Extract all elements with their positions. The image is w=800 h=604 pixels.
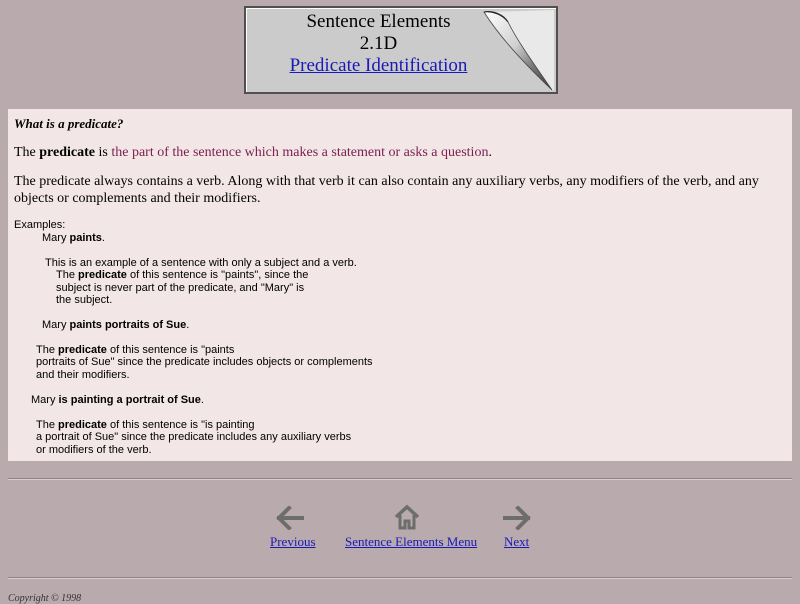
example-1-sentence xyxy=(42,232,105,245)
example-2-sentence xyxy=(42,319,189,332)
example-1-explanation-line: the subject. xyxy=(56,294,113,306)
example-3-sentence xyxy=(31,394,204,407)
example-3-subject: Mary xyxy=(31,394,59,406)
example-1-explanation-line xyxy=(56,269,308,282)
example-2-line1: of this sentence is "paints xyxy=(106,344,235,356)
example-2-explanation-line: and their modifiers. xyxy=(36,369,130,381)
page-curl-icon xyxy=(478,8,556,92)
title-box xyxy=(244,6,558,94)
example-1-the: The xyxy=(56,269,79,281)
page-title: Sentence Elements xyxy=(306,11,451,32)
example-2-the: The xyxy=(36,344,59,356)
example-3-the: The xyxy=(36,419,59,431)
example-2-end: . xyxy=(186,319,190,331)
divider-top xyxy=(8,478,792,480)
right-arrow-icon[interactable] xyxy=(503,506,531,530)
left-arrow-icon[interactable] xyxy=(276,506,304,530)
examples-label: Examples: xyxy=(14,219,66,231)
example-1-end: . xyxy=(101,232,105,244)
example-2-explanation-line: portraits of Sue" since the predicate includes objects or complements xyxy=(36,356,373,368)
example-3-explanation-line: or modifiers of the verb. xyxy=(36,444,152,456)
section-number: 2.1D xyxy=(359,33,398,54)
previous-link[interactable]: Previous xyxy=(270,534,316,549)
definition-is: is xyxy=(95,145,112,160)
definition-end: . xyxy=(488,145,492,160)
example-2-explanation-line xyxy=(36,344,234,357)
definition-the: The xyxy=(14,145,40,160)
divider-bottom xyxy=(8,577,792,579)
example-2-predicate: paints portraits of Sue xyxy=(69,319,187,331)
example-3-explanation-line: a portrait of Sue" since the predicate includes any auxiliary verbs xyxy=(36,431,352,443)
copyright-text: Copyright © 1998 xyxy=(8,593,82,604)
predicate-explanation-paragraph: The predicate always contains a verb. Along with that verb it can also contain any auxiliary verbs, any modifiers of the verb, and any objects or complements and their modifiers. xyxy=(14,174,759,206)
sentence-elements-menu-link[interactable]: Sentence Elements Menu xyxy=(345,534,478,549)
example-1-term: predicate xyxy=(78,269,127,281)
example-1-subject: Mary xyxy=(42,232,70,244)
definition-text: the part of the sentence which makes a statement or asks a question xyxy=(111,145,489,160)
definition-paragraph xyxy=(14,145,492,161)
example-1-predicate: paints xyxy=(69,232,102,244)
example-3-explanation-line xyxy=(36,419,255,432)
example-1-line1: of this sentence is "paints", since the xyxy=(126,269,309,281)
example-3-predicate: is painting a portrait of Sue xyxy=(58,394,201,406)
example-2-term: predicate xyxy=(58,344,107,356)
next-link[interactable]: Next xyxy=(504,534,530,549)
example-1-explanation-line: This is an example of a sentence with only a subject and a verb. xyxy=(45,257,357,269)
question-heading: What is a predicate? xyxy=(14,116,124,131)
example-3-term: predicate xyxy=(58,419,107,431)
example-3-end: . xyxy=(200,394,204,406)
definition-term: predicate xyxy=(39,145,95,160)
example-1-explanation-line: subject is never part of the predicate, and "Mary" is xyxy=(56,282,305,294)
example-2-subject: Mary xyxy=(42,319,70,331)
predicate-identification-link[interactable]: Predicate Identification xyxy=(289,55,468,76)
home-icon[interactable] xyxy=(393,504,421,530)
example-3-line1: of this sentence is "is painting xyxy=(106,419,255,431)
content-panel xyxy=(8,109,792,461)
